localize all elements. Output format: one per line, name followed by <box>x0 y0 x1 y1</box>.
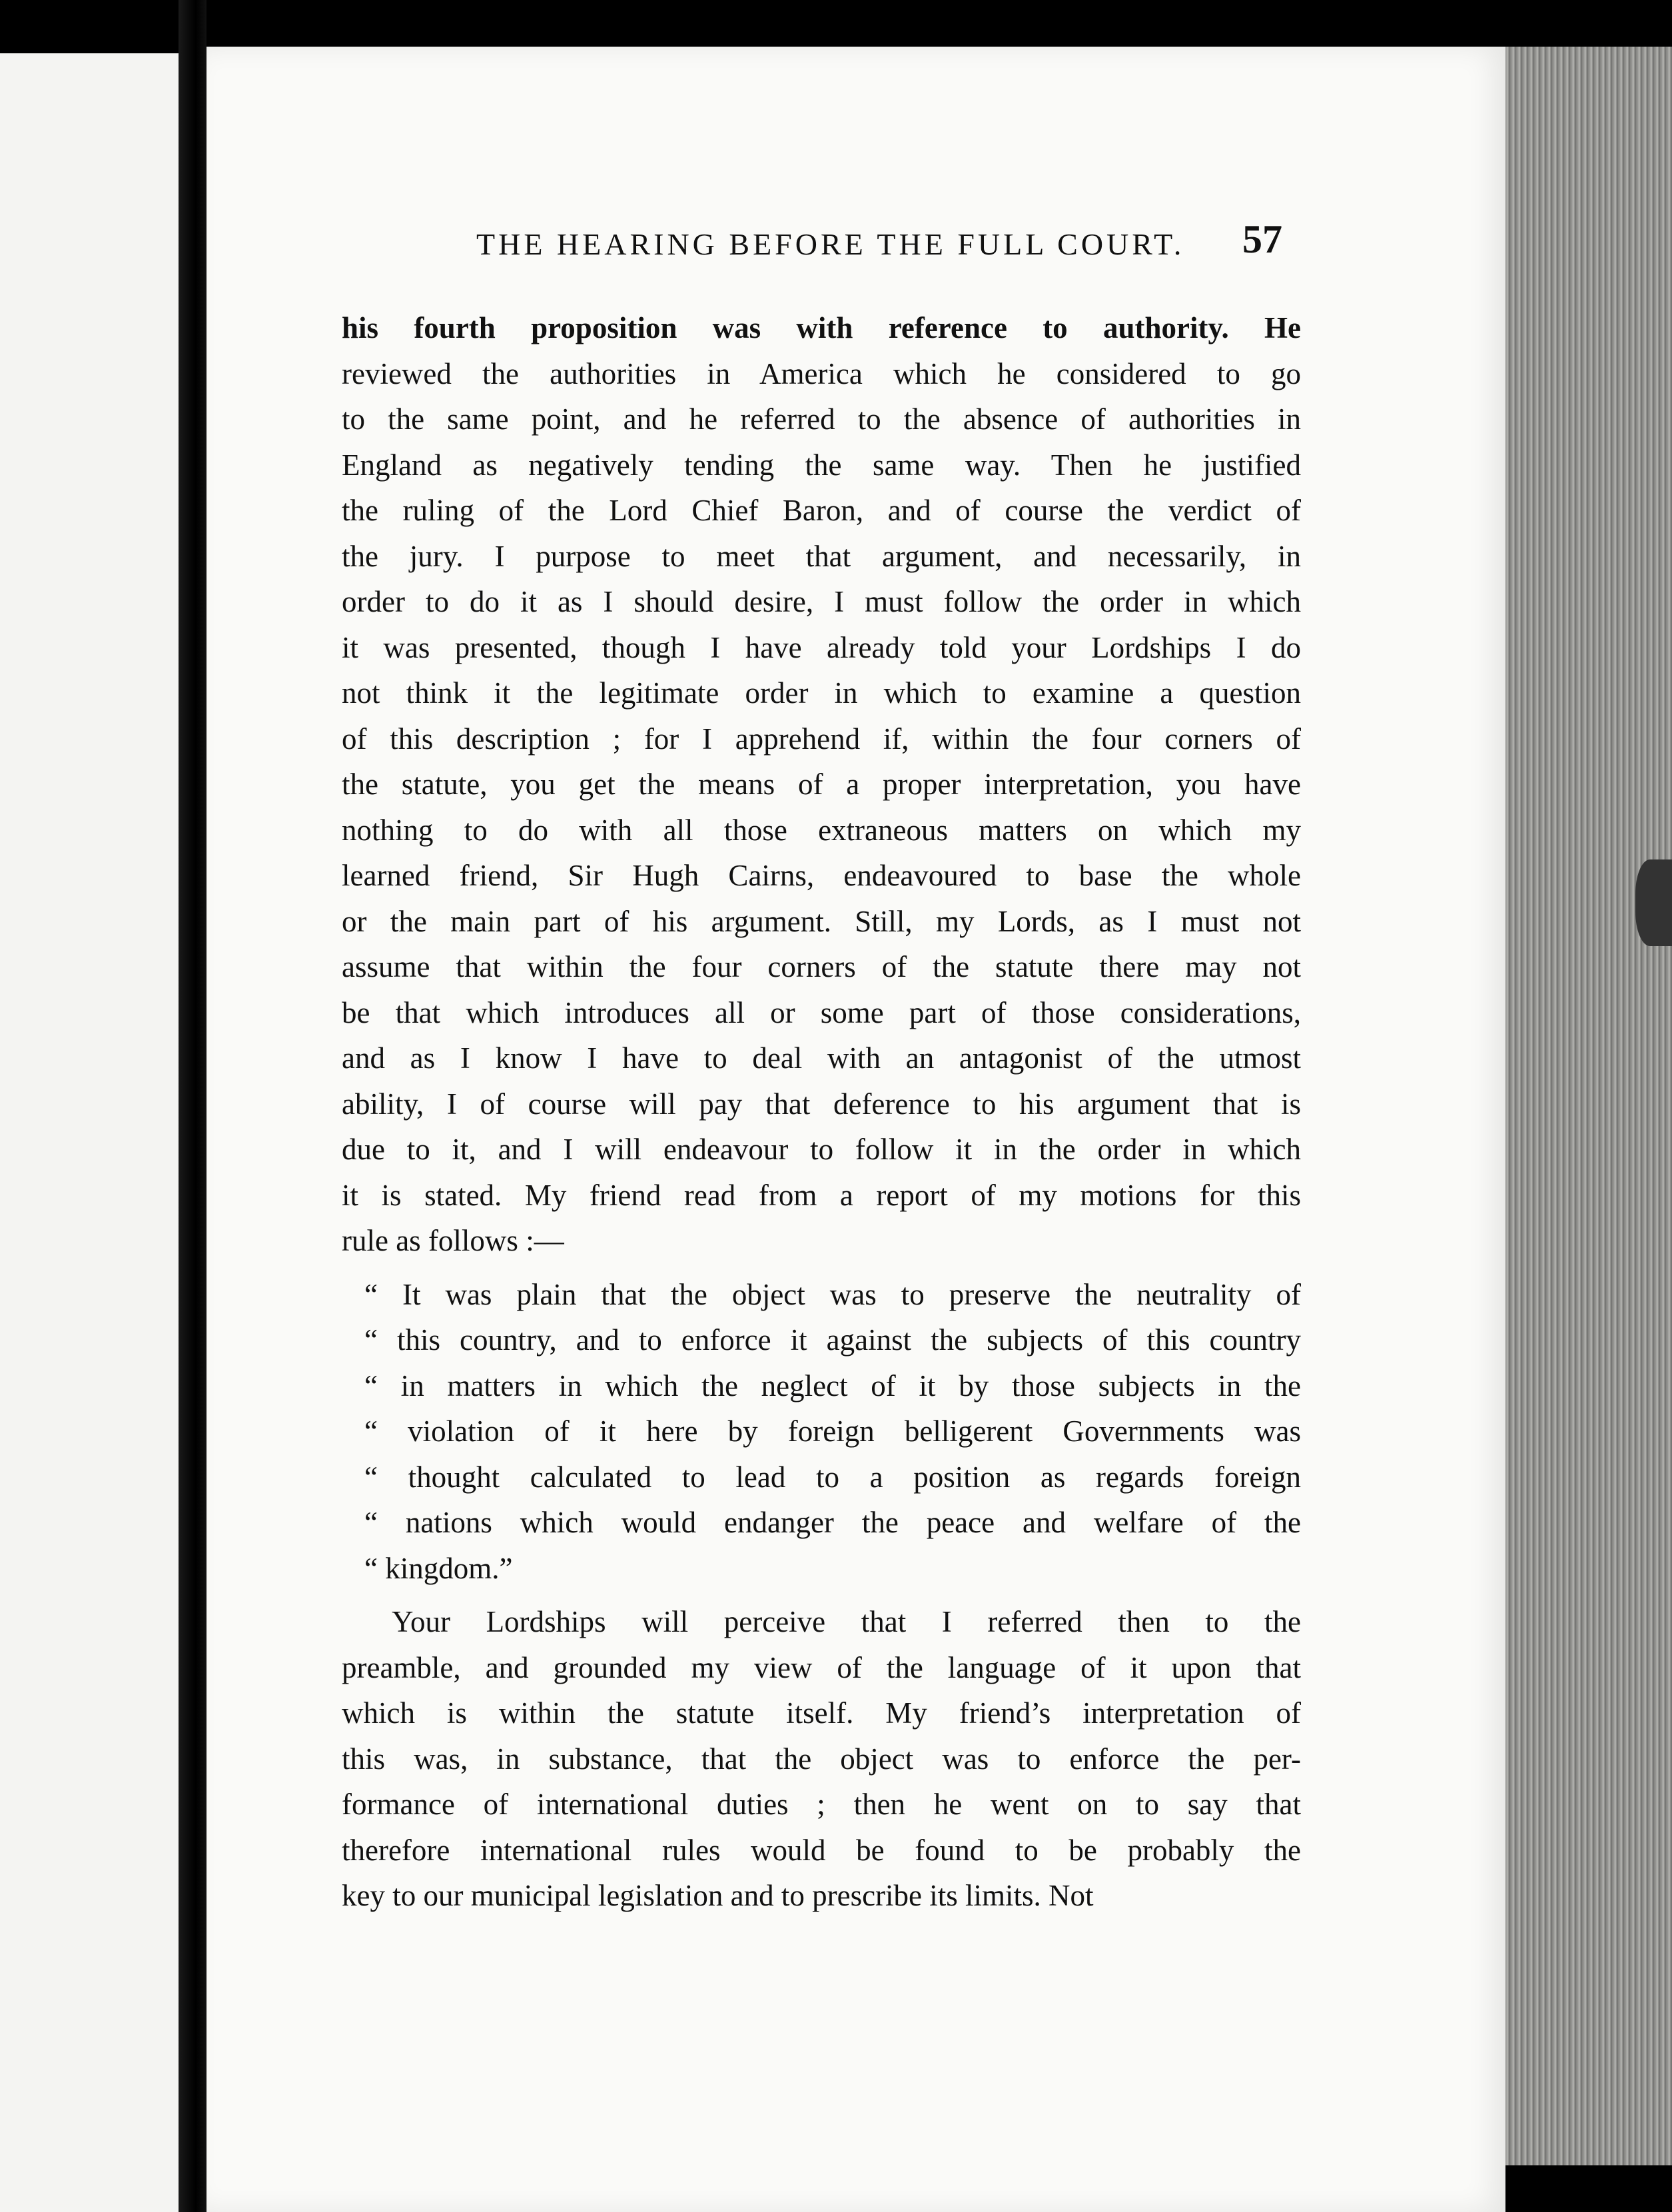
text-line: order to do it as I should desire, I must follow the order in which <box>342 585 1301 618</box>
facing-page-line <box>0 1655 65 1694</box>
text-line: due to it, and I will endeavour to follow it in the order in which <box>342 1133 1301 1166</box>
facing-page-line <box>0 1517 65 1556</box>
text-line: or the main part of his argument. Still, my Lords, as I must not <box>342 904 1301 938</box>
facing-page-line <box>0 1011 65 1050</box>
facing-page-line <box>0 873 65 912</box>
text-line: rule as follows :— <box>342 1224 564 1257</box>
text-line: not think it the legitimate order in which to examine a question <box>342 676 1301 710</box>
facing-page-fragment <box>0 53 179 2212</box>
text-line: Your Lordships will perceive that I referred then to the <box>392 1605 1301 1638</box>
text-line: the statute, you get the means of a proper interpretation, you have <box>342 768 1301 801</box>
facing-page-line <box>0 1149 65 1188</box>
text-line: ability, I of course will pay that deference to his argument that is <box>342 1087 1301 1121</box>
text-line: “ kingdom.” <box>364 1551 513 1585</box>
page-number: 57 <box>1242 217 1282 261</box>
edge-clip-shadow <box>1635 859 1672 946</box>
facing-page-line <box>0 1379 65 1418</box>
facing-page-line <box>0 919 65 958</box>
text-line: assume that within the four corners of the statute there may not <box>342 950 1301 983</box>
paragraph-1 <box>342 305 1301 1264</box>
text-line: “ nations which would endanger the peace and welfare of the <box>364 1506 1301 1539</box>
facing-page-line <box>0 460 65 498</box>
text-line: and as I know I have to deal with an antagonist of the utmost <box>342 1041 1301 1075</box>
facing-page-line <box>0 1287 65 1326</box>
facing-page-line <box>0 1241 65 1280</box>
facing-page-line <box>0 1931 65 1969</box>
text-line: “ thought calculated to lead to a position as regards foreign <box>364 1460 1301 1494</box>
facing-page-line <box>0 1885 65 1924</box>
paragraph-2 <box>342 1599 1301 1919</box>
facing-page-line <box>0 690 65 728</box>
text-line: reviewed the authorities in America which he considered to go <box>342 356 1301 390</box>
facing-page-line <box>0 1057 65 1096</box>
text-line: this was, in substance, that the object was to enforce the per- <box>342 1742 1301 1776</box>
text-line: “ It was plain that the object was to preserve the neutrality of <box>364 1277 1301 1311</box>
facing-page-line <box>0 1333 65 1372</box>
text-line: it was presented, though I have already told your Lordships I do <box>342 630 1301 664</box>
text-line: England as negatively tending the same way. Then he justified <box>342 448 1301 482</box>
page-edges <box>1505 47 1672 2165</box>
text-line: of this description ; for I apprehend if, within the four corners of <box>342 722 1301 756</box>
facing-page-line <box>0 333 65 372</box>
text-line: which is within the statute itself. My friend’s interpretation of <box>342 1696 1301 1730</box>
quotation-block <box>364 1272 1301 1592</box>
text-line: preamble, and grounded my view of the language of it upon that <box>342 1650 1301 1684</box>
facing-page-line <box>0 506 65 544</box>
text-line: his fourth proposition was with reference to authority. He <box>342 311 1301 344</box>
text-line: key to our municipal legislation and to prescribe its limits. Not <box>342 1879 1094 1912</box>
facing-page-line <box>0 644 65 682</box>
text-line: “ violation of it here by foreign belligerent Governments was <box>364 1414 1301 1448</box>
text-line: the ruling of the Lord Chief Baron, and of course the verdict of <box>342 494 1301 527</box>
facing-page-line <box>0 1609 65 1648</box>
facing-page-line <box>0 1103 65 1142</box>
facing-page-line <box>0 965 65 1004</box>
text-line: therefore international rules would be found to be probably the <box>342 1833 1301 1867</box>
facing-page-line <box>0 1701 65 1740</box>
text-line: “ in matters in which the neglect of it by those subjects in the <box>364 1369 1301 1402</box>
text-line: be that which introduces all or some part of those considerations, <box>342 995 1301 1029</box>
running-head: THE HEARING BEFORE THE FULL COURT. <box>476 227 1185 261</box>
facing-page-line <box>0 1793 65 1832</box>
text-line: nothing to do with all those extraneous matters on which my <box>342 813 1301 847</box>
facing-page-line <box>0 782 65 820</box>
facing-page-line <box>0 1425 65 1464</box>
book-gutter <box>179 0 207 2212</box>
text-line: “ this country, and to enforce it against the subjects of this country <box>364 1323 1301 1357</box>
facing-page-line <box>0 552 65 590</box>
text-line: to the same point, and he referred to the absence of authorities in <box>342 402 1301 436</box>
facing-page-line <box>0 1471 65 1510</box>
facing-page-line <box>0 1839 65 1878</box>
body-text <box>342 305 1301 1919</box>
text-line: formance of international duties ; then he went on to say that <box>342 1788 1301 1821</box>
facing-page-line <box>0 1563 65 1602</box>
text-line: it is stated. My friend read from a report of my motions for this <box>342 1178 1301 1212</box>
facing-page-line <box>0 1747 65 1786</box>
text-line: learned friend, Sir Hugh Cairns, endeavoured to base the whole <box>342 859 1301 892</box>
text-line: the jury. I purpose to meet that argument, and necessarily, in <box>342 539 1301 573</box>
facing-page-line <box>0 598 65 636</box>
facing-page-line <box>0 736 65 774</box>
facing-page-line <box>0 828 65 866</box>
facing-page-line <box>0 1195 65 1234</box>
